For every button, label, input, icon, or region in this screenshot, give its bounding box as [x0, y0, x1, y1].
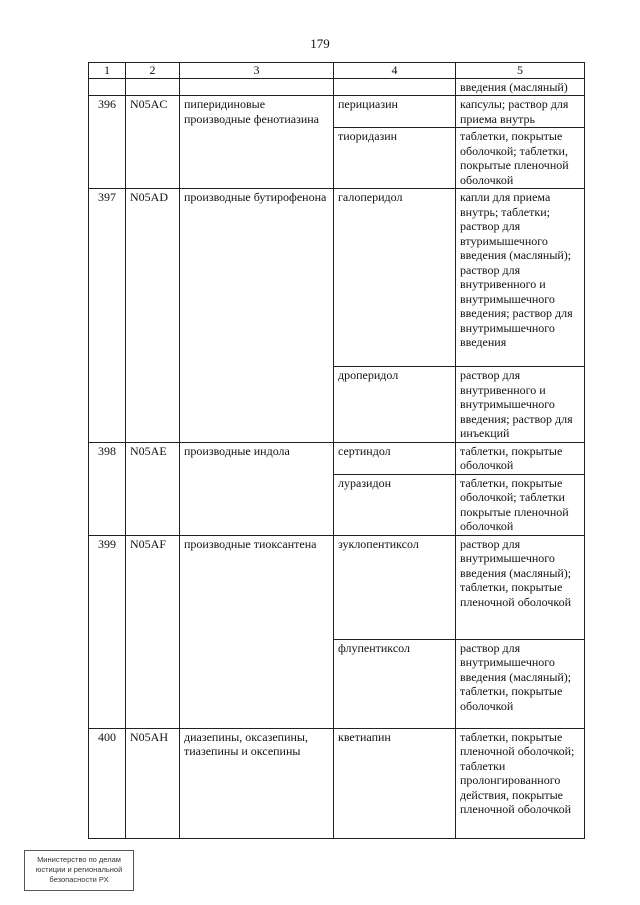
table-row — [89, 96, 585, 128]
drug-name: кветиапин — [334, 728, 456, 838]
drug-name: флупентиксол — [334, 639, 456, 728]
dosage-forms: раствор для внутримышечного введения (масляный); таблетки, покрытые оболочкой — [456, 639, 585, 728]
continuation-forms: введения (масляный) — [456, 78, 585, 96]
drug-name: галоперидол — [334, 189, 456, 367]
atc-code: N05AH — [126, 728, 180, 838]
drug-name: тиоридазин — [334, 128, 456, 189]
header-row — [89, 63, 585, 79]
dosage-forms: таблетки, покрытые оболочкой; таблетки покрытые пленочной оболочкой — [456, 474, 585, 535]
drug-name: луразидон — [334, 474, 456, 535]
row-number: 399 — [89, 535, 126, 728]
group-name: производные индола — [180, 442, 334, 535]
header-col-4: 4 — [334, 63, 456, 79]
stamp-line: Министерство по делам — [37, 855, 121, 864]
atc-code: N05AD — [126, 189, 180, 443]
continuation-row — [89, 78, 585, 96]
table-row — [89, 728, 585, 838]
dosage-forms: капли для приема внутрь; таблетки; раствор для втуримышечного введения (масляный); раствор для внутривенного и внутримышечного введения; раствор для внутримышечного введения — [456, 189, 585, 367]
drug-name: перициазин — [334, 96, 456, 128]
atc-code: N05AE — [126, 442, 180, 535]
dosage-forms: раствор для внутримышечного введения (масляный); таблетки, покрытые пленочной оболочкой — [456, 535, 585, 639]
drug-name: дроперидол — [334, 367, 456, 443]
cell-empty — [89, 78, 126, 96]
row-number: 397 — [89, 189, 126, 443]
registration-stamp — [24, 850, 134, 891]
table-row — [89, 189, 585, 367]
page-number: 179 — [310, 36, 330, 51]
stamp-line: юстиции и региональной — [35, 865, 123, 874]
stamp-line: безопасности РХ — [49, 875, 109, 884]
dosage-forms: таблетки, покрытые пленочной оболочкой; таблетки пролонгированного действия, покрытые пленочной оболочкой — [456, 728, 585, 838]
dosage-forms: таблетки, покрытые оболочкой — [456, 442, 585, 474]
header-col-2: 2 — [126, 63, 180, 79]
header-col-3: 3 — [180, 63, 334, 79]
cell-empty — [126, 78, 180, 96]
row-number: 398 — [89, 442, 126, 535]
drug-name: сертиндол — [334, 442, 456, 474]
dosage-forms: раствор для внутривенного и внутримышечного введения; раствор для инъекций — [456, 367, 585, 443]
group-name: пиперидиновые производные фенотиазина — [180, 96, 334, 189]
group-name: производные тиоксантена — [180, 535, 334, 728]
table-row — [89, 535, 585, 639]
row-number: 400 — [89, 728, 126, 838]
dosage-forms: капсулы; раствор для приема внутрь — [456, 96, 585, 128]
atc-code: N05AC — [126, 96, 180, 189]
cell-empty — [180, 78, 334, 96]
header-col-1: 1 — [89, 63, 126, 79]
dosage-forms: таблетки, покрытые оболочкой; таблетки, покрытые пленочной оболочкой — [456, 128, 585, 189]
atc-code: N05AF — [126, 535, 180, 728]
header-col-5: 5 — [456, 63, 585, 79]
group-name: диазепины, оксазепины, тиазепины и оксепины — [180, 728, 334, 838]
row-number: 396 — [89, 96, 126, 189]
table-row — [89, 442, 585, 474]
cell-empty — [334, 78, 456, 96]
drug-table — [88, 62, 585, 839]
drug-name: зуклопентиксол — [334, 535, 456, 639]
group-name: производные бутирофенона — [180, 189, 334, 443]
